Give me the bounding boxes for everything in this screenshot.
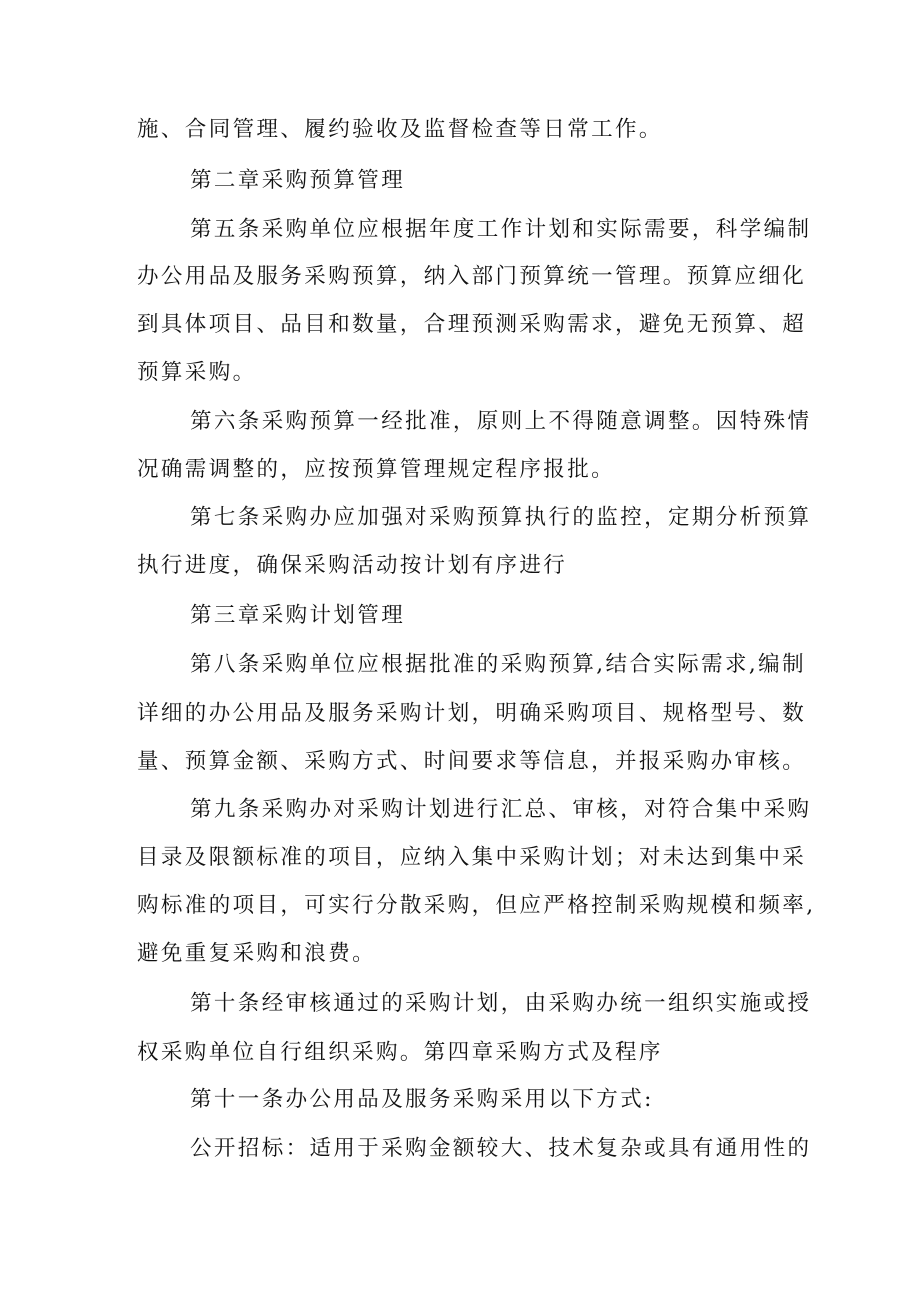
article-8-line-3: 量、预算金额、采购方式、时间要求等信息，并报采购办审核。 <box>137 749 807 774</box>
article-5-line-1: 第五条采购单位应根据年度工作计划和实际需要，科学编制 <box>190 217 812 242</box>
article-5-line-4: 预算采购。 <box>137 360 257 385</box>
article-5-line-3: 到具体项目、品目和数量，合理预测采购需求，避免无预算、超 <box>137 312 807 337</box>
article-6-line-1: 第六条采购预算一经批准，原则上不得随意调整。因特殊情 <box>190 409 812 434</box>
article-10-line-2: 权采购单位自行组织采购。第四章采购方式及程序 <box>137 1040 663 1065</box>
article-10-line-1: 第十条经审核通过的采购计划，由采购办统一组织实施或授 <box>190 991 812 1016</box>
article-7-line-1: 第七条采购办应加强对采购预算执行的监控，定期分析预算 <box>190 505 812 530</box>
article-6-line-2: 况确需调整的，应按预算管理规定程序报批。 <box>137 457 616 482</box>
article-9-line-2: 目录及限额标准的项目，应纳入集中采购计划；对未达到集中采 <box>137 845 807 870</box>
public-bidding-line: 公开招标：适用于采购金额较大、技术复杂或具有通用性的 <box>190 1136 812 1161</box>
article-5-line-2: 办公用品及服务采购预算，纳入部门预算统一管理。预算应细化 <box>137 264 807 289</box>
article-9-line-3: 购标准的项目，可实行分散采购，但应严格控制采购规模和频率, <box>137 893 816 918</box>
article-9-line-4: 避免重复采购和浪费。 <box>137 941 377 966</box>
article-9-line-1: 第九条采购办对采购计划进行汇总、审核，对符合集中采购 <box>190 797 812 822</box>
article-8-line-1: 第八条采购单位应根据批准的采购预算,结合实际需求,编制 <box>190 652 806 677</box>
chapter-3-heading: 第三章采购计划管理 <box>190 603 406 628</box>
chapter-2-heading: 第二章采购预算管理 <box>190 168 406 193</box>
article-11-line-1: 第十一条办公用品及服务采购采用以下方式: <box>190 1087 654 1112</box>
article-8-line-2: 详细的办公用品及服务采购计划，明确采购项目、规格型号、数 <box>137 701 807 726</box>
article-7-line-2: 执行进度，确保采购活动按计划有序进行 <box>137 553 568 578</box>
text-line-1: 施、合同管理、履约验收及监督检查等日常工作。 <box>137 117 663 142</box>
